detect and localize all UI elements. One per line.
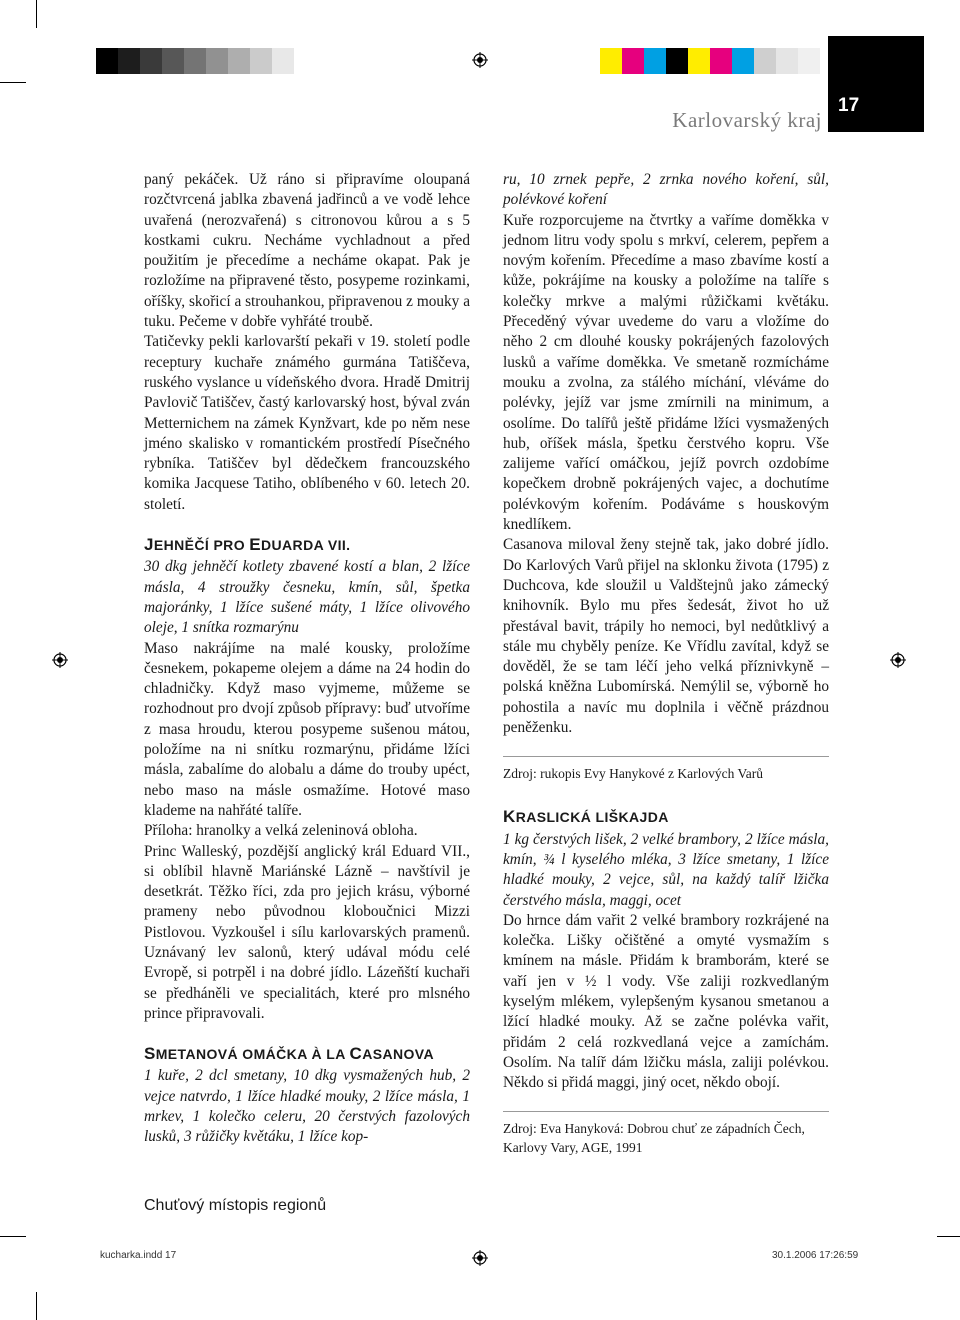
registration-mark-icon: [472, 1250, 488, 1266]
swatch: [776, 48, 798, 74]
source-note: Zdroj: Eva Hanyková: Dobrou chuť ze západních Čech, Karlovy Vary, AGE, 1991: [503, 1111, 829, 1157]
ingredients: 1 kuře, 2 dcl smetany, 10 dkg vysmažených hub, 2 vejce natvrdo, 1 lžíce hladké mouky, 2 lžíce másla, 1 mrkev, 1 kolečko celeru, 20 čerstvých fazolových lusků, 3 růžičky květáku, 1 lžíce kop-: [144, 1067, 470, 1146]
swatch: [798, 48, 820, 74]
swatch: [272, 48, 294, 74]
registration-mark-icon: [890, 652, 906, 668]
registration-mark-icon: [52, 652, 68, 668]
paragraph: Princ Walleský, pozdější anglický král Eduard VII., si oblíbil hlavně Mariánské Lázně – navštívil je desetkrát. Těžko říci, zda pro jejich krásu, výborné prameny nebo původnou kloboučnici Mizzi Pistlovou. Vyzkoušel i sílu karlovarských pramenů. Uznávaný lev salonů, který udával módu celé Evropě, si potrpěl i na dobré jídlo. Lázeňští kuchaři se předháněli ve specialitách, které pro mlsného prince připravovali.: [144, 842, 470, 1022]
region-title: Karlovarský kraj: [672, 108, 822, 132]
swatch: [162, 48, 184, 74]
left-column: [144, 170, 470, 1148]
crop-mark: [0, 1236, 26, 1237]
swatch: [184, 48, 206, 74]
recipe-heading: JEHNĚČÍ PRO EDUARDA VII.: [144, 535, 351, 555]
recipe-heading: SMETANOVÁ OMÁČKA À LA CASANOVA: [144, 1044, 434, 1064]
paragraph: Kuře rozporcujeme na čtvrtky a vaříme doměkka v jednom litru vody spolu s mrkví, celerem, pepřem a novým kořením. Přecedíme a maso zbavíme kostí a kůže, pokrájíme na kousky a položíme na talíře s kolečky mrkve a malými růžičkami květáku. Přeceděný vývar uvedeme do varu a vložíme do něho 2 cm dlouhé kousky pokrájených fazolových lusků a vaříme doměkka. Ve smetaně rozmícháme mouku a zvolna, za stálého míchání, vléváme do polévky, jejíž var jsme zmírnili na minimum, a osolíme. Do talířů ještě přidáme lžíci vysmažených hub, oříšek másla, špetku čerstvého kopru. Vše zalijeme vařící omáčkou, jejíž povrch ozdobíme kopečkem drobně pokrájených vajec, a dochutíme polévkovým kořením. Podáváme s houskovým knedlíkem.: [503, 211, 829, 534]
slug-date: 30.1.2006 17:26:59: [772, 1250, 859, 1261]
swatch: [228, 48, 250, 74]
source-note: Zdroj: rukopis Evy Hanykové z Karlových Varů: [503, 756, 829, 783]
paragraph: Do hrnce dám vařit 2 velké brambory rozkrájené na kolečka. Lišky očištěné a omyté vysmažím s kmínem na másle. Přidám k bramborám, které se vaří jen v ½ l vody. Vše zaliji rozkvedlaným kyselým mlékem, vylepšeným kysanou smetanou a lžící hladké mouky. Až se začne polévka vařit, přidám 2 celá rozkvedlaná vejce a zamíchám. Osolím. Na talíř dám lžičku másla, zaliji polévkou. Někdo si přidá maggi, jiný ocet, někdo obojí.: [503, 911, 829, 1092]
crop-mark: [36, 1292, 37, 1320]
right-column: [503, 170, 829, 1157]
paragraph: Casanova miloval ženy stejně tak, jako dobré jídlo. Do Karlových Varů přijel na sklonku života (1795) z Duchcova, kde sloužil u Valdštejnů jako zámecký knihovník. Bylo mu přes šedesát, život ho už přestával bavit, trápily ho nemoci, byl nedůtklivý a stále mu chyběly peníze. Ke Vřídlu zavítal, když se dověděl, že se tam léčí jeho velká příznivkyně – polská kněžna Lubomírská. Nemýlil se, výborně ho pohostila a navíc mu doplnila i věčně prázdnou peněženku.: [503, 536, 829, 737]
swatch: [710, 48, 732, 74]
recipe-heading: KRASLICKÁ LIŠKAJDA: [503, 807, 669, 827]
swatch: [666, 48, 688, 74]
page-number: 17: [838, 95, 860, 116]
ingredients: 1 kg čerstvých lišek, 2 velké brambory, 2 lžíce másla, kmín, ¾ l kyselého mléka, 3 lžíce smetany, 1 lžíce hladké mouky, 2 vejce, sůl, na každý talíř lžička čerstvého másla, maggi, ocet: [503, 830, 829, 909]
crop-mark: [36, 0, 37, 28]
swatch: [140, 48, 162, 74]
swatch: [732, 48, 754, 74]
paragraph: paný pekáček. Už ráno si připravíme oloupaná rozčtvrcená jablka zbavená jadřinců a ve vodě lehce uvařená (nerozvařená) s citronovou kůrou a s 5 kostkami cukru. Necháme vychladnout a před použitím je přecedíme a necháme okapat. Pak je rozložíme na připravené těsto, posypeme rozinkami, oříšky, skořicí a strouhankou, připravenou z mouky a tuku. Pečeme v dobře vyhřáté troubě.: [144, 171, 470, 331]
swatch: [250, 48, 272, 74]
paragraph: Tatičevky pekli karlovarští pekaři v 19. století podle receptury kuchaře známého gurmána Tatiščeva, ruského vyslance u vídeňského dvora. Hradě Dmitrij Pavlovič Tatiščev, častý karlovarský host, býval zván Metternichem na zámek Kynžvart, kde po něm nese jméno skalisko v romantickém prostředí Písečného rybníka. Tatiščev byl dědečkem francouzského komika Jacquese Tatiho, oblíbeného v 60. letech 20. století.: [144, 333, 470, 513]
ingredients: ru, 10 zrnek pepře, 2 zrnka nového koření, sůl, polévkové koření: [503, 171, 829, 209]
swatch: [754, 48, 776, 74]
swatch: [622, 48, 644, 74]
swatch: [206, 48, 228, 74]
paragraph: Příloha: hranolky a velká zeleninová obloha.: [144, 822, 418, 840]
paragraph: Maso nakrájíme na malé kousky, proložíme česnekem, pokapeme olejem a dáme na 24 hodin do chladničky. Když maso vyjmeme, můžeme se rozhodnout pro dvojí způsob přípravy: buď utvoříme z masa hroudu, kterou posypeme sušenou mátou, položíme na ni snítku rozmarýnu, přidáme lžíci másla, zabalíme do alobalu a dáme do trouby upéct, nebo maso na másle osmažíme. Hotové maso klademe na nahřáté talíře.: [144, 639, 470, 819]
page-number-box: [828, 36, 924, 132]
crop-mark: [937, 1236, 960, 1237]
swatch: [688, 48, 710, 74]
registration-mark-icon: [472, 52, 488, 68]
swatch: [600, 48, 622, 74]
swatch: [96, 48, 118, 74]
slug-file: kucharka.indd 17: [100, 1250, 177, 1261]
crop-mark: [0, 82, 26, 83]
swatch: [644, 48, 666, 74]
footer-brand: Chuťový místopis regionů: [144, 1197, 327, 1214]
swatch: [118, 48, 140, 74]
ingredients: 30 dkg jehněčí kotlety zbavené kostí a blan, 2 lžíce másla, 4 stroužky česneku, kmín, sůl, špetka majoránky, 1 lžíce sušené máty, 1 lžíce olivového oleje, 1 snítka rozmarýnu: [144, 558, 470, 637]
